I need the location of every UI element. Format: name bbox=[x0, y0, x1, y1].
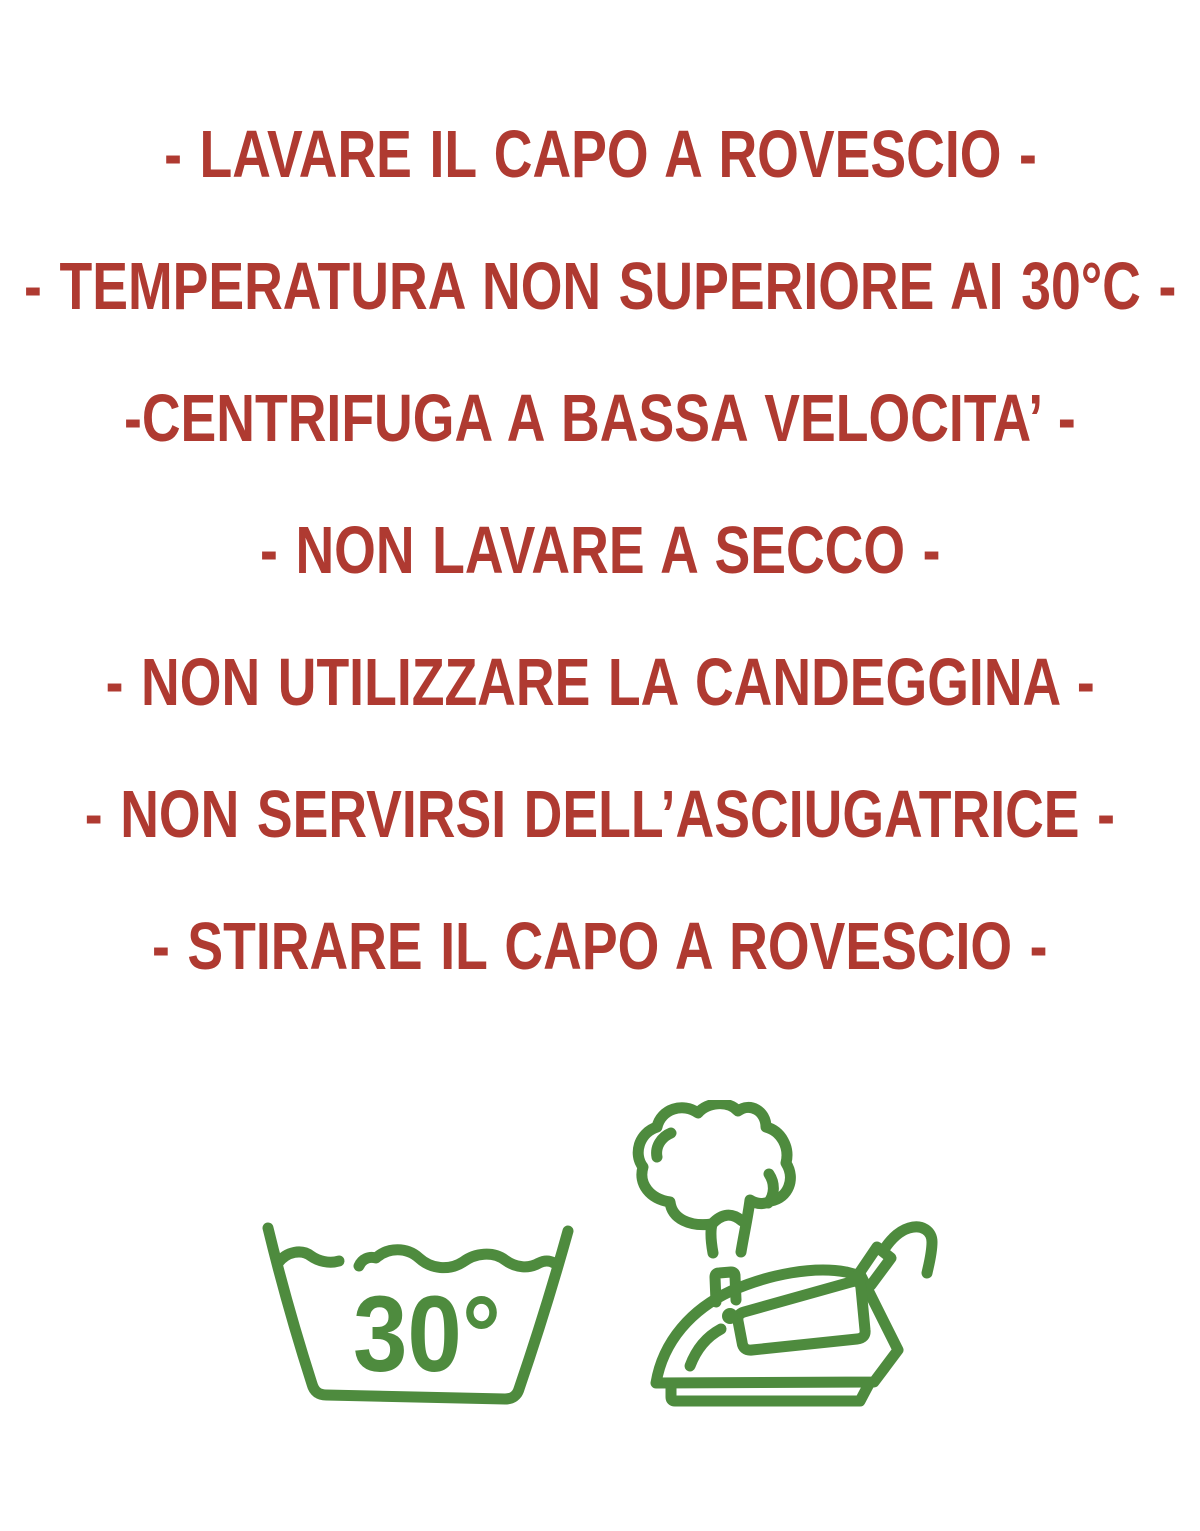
care-instruction-line-no-dry-clean: - NON LAVARE A SECCO - bbox=[259, 512, 941, 588]
care-instruction-row bbox=[0, 748, 1200, 880]
care-instruction-row bbox=[0, 880, 1200, 1012]
iron-nose-dash bbox=[690, 1329, 721, 1366]
steam-cloud-valley bbox=[712, 1215, 742, 1224]
care-instruction-row bbox=[0, 484, 1200, 616]
wash-temperature-label: 30° bbox=[353, 1273, 501, 1394]
care-instruction-row bbox=[0, 88, 1200, 220]
care-instruction-line-low-spin: -CENTRIFUGA A BASSA VELOCITA’ - bbox=[124, 380, 1076, 456]
care-instruction-row bbox=[0, 220, 1200, 352]
care-instruction-line-max-temperature: - TEMPERATURA NON SUPERIORE AI 30°C - bbox=[23, 248, 1177, 324]
steam-cloud-inner-arc-right bbox=[768, 1174, 773, 1203]
steam-cloud-inner-arc-left bbox=[657, 1133, 671, 1157]
care-instruction-line-wash-inside-out: - LAVARE IL CAPO A ROVESCIO - bbox=[163, 116, 1037, 192]
water-wave-left bbox=[278, 1252, 339, 1263]
care-instruction-line-no-tumble-dry: - NON SERVIRSI DELL’ASCIUGATRICE - bbox=[84, 776, 1116, 852]
steam-iron-icon bbox=[630, 1100, 975, 1425]
care-instruction-line-iron-inside-out: - STIRARE IL CAPO A ROVESCIO - bbox=[152, 908, 1048, 984]
iron-handle-panel bbox=[738, 1281, 865, 1350]
wash-basin-30-icon bbox=[255, 1218, 585, 1418]
care-instruction-line-no-bleach: - NON UTILIZZARE LA CANDEGGINA - bbox=[105, 644, 1095, 720]
care-instruction-row bbox=[0, 616, 1200, 748]
care-instruction-row bbox=[0, 352, 1200, 484]
iron-dot bbox=[722, 1308, 738, 1324]
water-wave-main bbox=[359, 1250, 554, 1268]
